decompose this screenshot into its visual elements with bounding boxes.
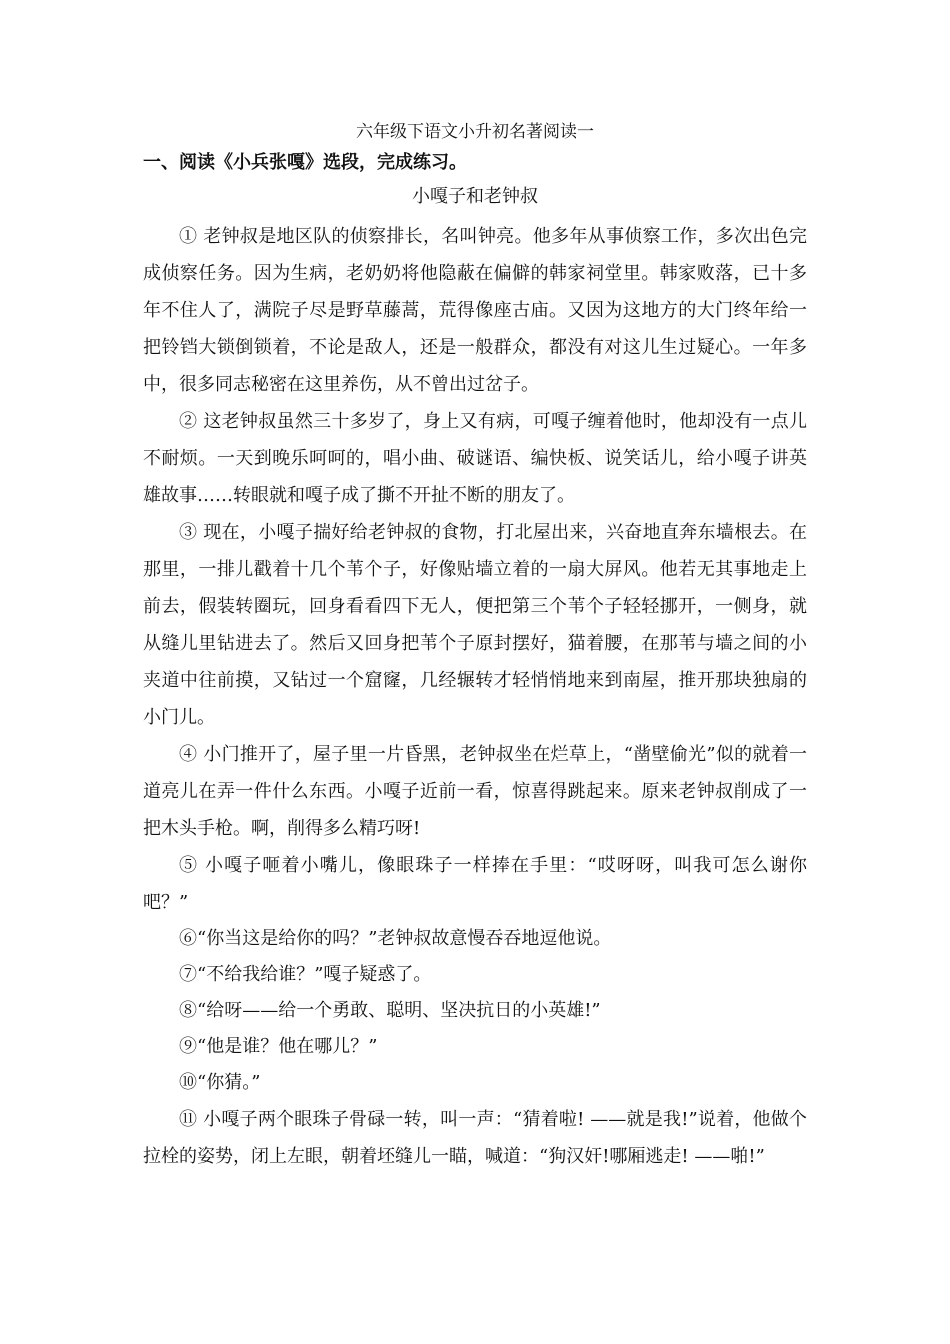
paragraph-10: ⑩“你猜。”	[179, 1072, 261, 1093]
paragraph-11: ⑪ 小嘎子两个眼珠子骨碌一转，叫一声：“猜着啦! ——就是我!”说着，他做个拉栓的姿势，闭上左眼，朝着坯缝儿一瞄，喊道：“狗汉奸!哪厢逃走! ——啪!”	[143, 1109, 807, 1167]
paragraph-5: ⑤ 小嘎子咂着小嘴儿，像眼珠子一样捧在手里：“哎呀呀，叫我可怎么谢你吧？”	[143, 855, 807, 913]
document-page	[143, 120, 807, 1175]
paragraph-9: ⑨“他是谁？他在哪儿？”	[179, 1036, 378, 1057]
paragraph-6: ⑥“你当这是给你的吗？”老钟叔故意慢吞吞地逗他说。	[179, 928, 612, 949]
paragraph-3: ③ 现在，小嘎子揣好给老钟叔的食物，打北屋出来，兴奋地直奔东墙根去。在那里，一排儿戳着十几个苇个子，好像贴墙立着的一扇大屏风。他若无其事地走上前去，假装转圈玩，回身看看四下无人，便把第三个苇个子轻轻挪开，一侧身，就从缝儿里钻进去了。然后又回身把苇个子原封摆好，猫着腰，在那苇与墙之间的小夹道中往前摸，又钻过一个窟窿，几经辗转才轻悄悄地来到南屋，推开那块独扇的小门儿。	[143, 522, 807, 728]
paragraph-4: ④ 小门推开了，屋子里一片昏黑，老钟叔坐在烂草上，“凿壁偷光”似的就着一道亮儿在弄一件什么东西。小嘎子近前一看，惊喜得跳起来。原来老钟叔削成了一把木头手枪。啊，削得多么精巧呀!	[143, 744, 807, 839]
story-title: 小嘎子和老钟叔	[412, 186, 538, 207]
paragraph-7: ⑦“不给我给谁？”嘎子疑惑了。	[179, 964, 432, 985]
paragraph-8: ⑧“给呀——给一个勇敢、聪明、坚决抗日的小英雄!”	[179, 1000, 601, 1021]
paragraph-2: ② 这老钟叔虽然三十多岁了，身上又有病，可嘎子缠着他时，他却没有一点儿不耐烦。一天到晚乐呵呵的，唱小曲、破谜语、编快板、说笑话儿，给小嘎子讲英雄故事……转眼就和嘎子成了撕不开扯不断的朋友了。	[143, 411, 807, 506]
document-title: 六年级下语文小升初名著阅读一	[356, 122, 594, 142]
section-heading: 一、阅读《小兵张嘎》选段，完成练习。	[143, 152, 467, 173]
paragraph-1: ① 老钟叔是地区队的侦察排长，名叫钟亮。他多年从事侦察工作，多次出色完成侦察任务。因为生病，老奶奶将他隐蔽在偏僻的韩家祠堂里。韩家败落，已十多年不住人了，满院子尽是野草藤蒿，荒得像座古庙。又因为这地方的大门终年给一把铃铛大锁倒锁着，不论是敌人，还是一般群众，都没有对这儿生过疑心。一年多中，很多同志秘密在这里养伤，从不曾出过岔子。	[143, 226, 807, 395]
